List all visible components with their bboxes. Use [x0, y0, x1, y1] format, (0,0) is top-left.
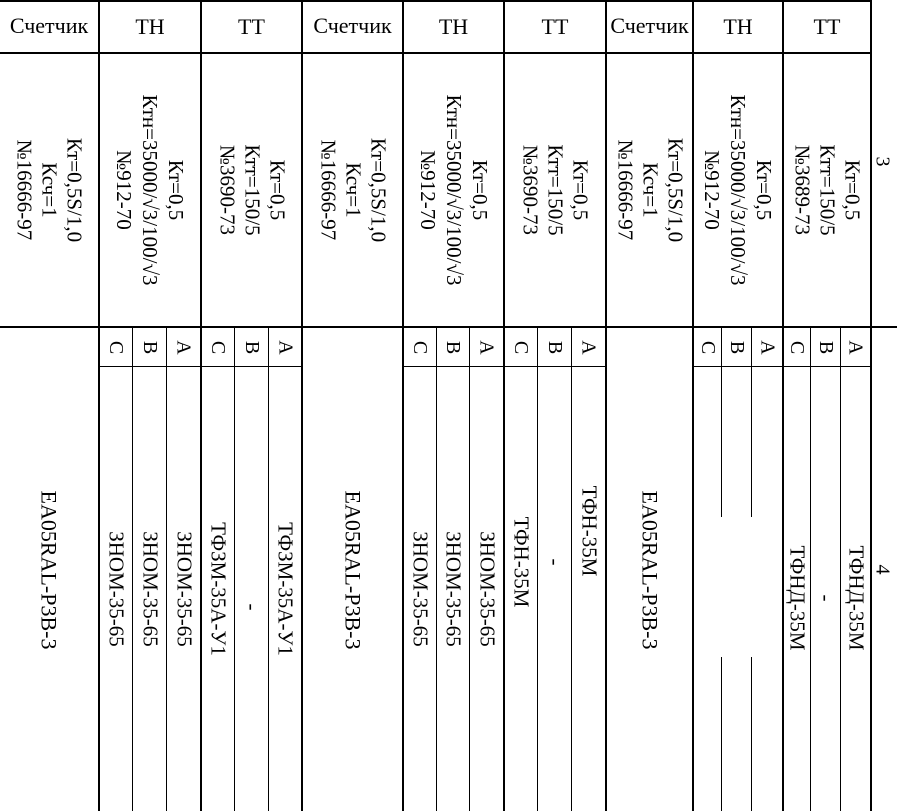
- g1-tt-params: Кт=0,5 Ктт=150/5 №3690-73: [215, 144, 289, 236]
- g3-tt-phase-c: С: [786, 340, 809, 354]
- g2-tt-type-c: ТФН-35М: [509, 516, 534, 608]
- g3-tn-phase-b: В: [726, 340, 748, 354]
- g3-tt-type-a: ТФНД-35М: [844, 545, 868, 651]
- g2-tn-type-c: ЗНОМ-35-65: [408, 531, 433, 647]
- g2-tt-phase-c: С: [510, 340, 533, 354]
- g2-tn-phase-a: А: [475, 339, 498, 355]
- column-number-4: 4: [871, 564, 894, 575]
- g2-tn-type-b: ЗНОМ-35-65: [441, 531, 466, 647]
- g2-tt-type-a: ТФН-35М: [577, 485, 601, 577]
- g3-tn-type-b: [722, 367, 751, 811]
- g3-tn-phase-a: А: [756, 339, 779, 355]
- g1-tn-type-a: ЗНОМ-35-65: [172, 531, 196, 647]
- g1-tn-phase-c: С: [105, 340, 128, 354]
- g3-tt-phase-a: А: [844, 339, 867, 355]
- g3-counter-params: Кт=0,5S/1,0 Ксч=1 №16666-97: [613, 137, 687, 243]
- g3-tn-phase-c: С: [697, 340, 719, 354]
- g1-tn-phase-b: В: [139, 340, 161, 354]
- g1-counter-params: Кт=0,5S/1,0 Ксч=1 №16666-97: [12, 137, 87, 243]
- column-number-3: 3: [871, 156, 894, 167]
- g3-tt-type-c: ТФНД-35М: [785, 545, 810, 651]
- header-counter-3: Счетчик: [610, 13, 689, 38]
- g3-tn-type-a: [752, 367, 782, 811]
- g1-tt-type-b: -: [240, 603, 264, 611]
- g3-tn-params: Кт=0,5 Ктн=35000/√3/100/√3 №912-70: [700, 94, 776, 286]
- right-border: [870, 0, 872, 811]
- g1-tn-type-b: ЗНОМ-35-65: [138, 531, 162, 647]
- g2-tn-phase-c: С: [409, 340, 432, 354]
- g2-counter-type: ЕА05RAL-Р3В-3: [340, 490, 365, 649]
- header-tt-1: ТТ: [238, 14, 265, 39]
- g2-tt-phase-a: А: [577, 339, 600, 355]
- g3-tt-type-b: -: [814, 594, 838, 602]
- g3-counter-type: ЕА05RAL-Р3В-3: [637, 490, 662, 649]
- header-counter-2: Счетчик: [313, 13, 392, 38]
- header-tn-3: ТН: [723, 14, 753, 39]
- g3-tn-type-c: [694, 367, 721, 811]
- g1-tn-phase-a: А: [172, 339, 195, 355]
- g2-tn-phase-b: В: [442, 340, 465, 354]
- header-tt-2: ТТ: [541, 14, 569, 39]
- g1-tt-phase-c: С: [207, 340, 230, 354]
- g2-tt-type-b: -: [543, 558, 567, 566]
- header-counter-1: Счетчик: [9, 13, 89, 38]
- g2-tn-params: Кт=0,5 Ктн=35000/√3/100/√3 №912-70: [415, 94, 492, 286]
- g3-tt-params: Кт=0,5 Ктт=150/5 №3689-73: [790, 144, 865, 236]
- g2-tt-phase-b: В: [544, 340, 566, 354]
- header-tt-3: ТТ: [813, 14, 841, 39]
- g2-counter-params: Кт=0,5S/1,0 Ксч=1 №16666-97: [316, 137, 390, 243]
- g2-tt-params: Кт=0,5 Ктт=150/5 №3690-73: [518, 144, 593, 236]
- g1-counter-type: ЕА05RAL-Р3В-3: [36, 490, 62, 649]
- g1-tn-type-c: ЗНОМ-35-65: [104, 531, 129, 647]
- g1-tt-phase-b: В: [241, 340, 263, 354]
- header-tn-2: ТН: [438, 14, 469, 39]
- g1-tn-params: Кт=0,5 Ктн=35000/√3/100/√3 №912-70: [112, 94, 188, 286]
- g1-tt-phase-a: А: [274, 339, 297, 355]
- header-tn-1: ТН: [135, 14, 165, 39]
- g3-tt-phase-b: В: [815, 340, 837, 354]
- g2-tn-type-a: ЗНОМ-35-65: [475, 531, 499, 647]
- g1-tt-type-c: ТФЗМ-35А-У1: [206, 522, 231, 656]
- g1-tt-type-a: ТФЗМ-35А-У1: [273, 522, 298, 656]
